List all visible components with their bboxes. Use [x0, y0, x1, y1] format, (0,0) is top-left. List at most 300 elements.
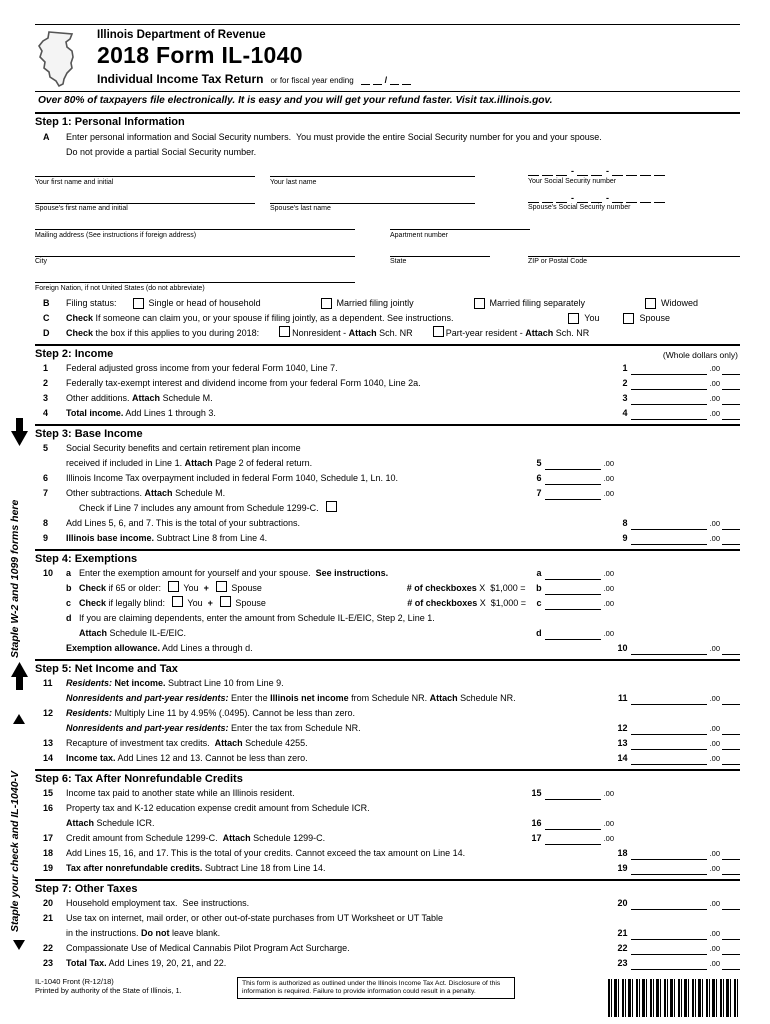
amount-field-line-3[interactable]: [623, 393, 740, 405]
amount-line-number: 14: [617, 753, 628, 763]
line-text-segment: Schedule IL-E/EIC.: [107, 628, 187, 638]
authorization-notice: [237, 977, 515, 1000]
amount-input-line[interactable]: [631, 535, 707, 545]
first-name-field[interactable]: [35, 163, 255, 186]
step-section: [35, 769, 740, 876]
filing-status-married-jointly[interactable]: [319, 298, 414, 310]
spouse-name-row: [35, 190, 740, 213]
line-number: 18: [43, 848, 54, 858]
amount-input-line[interactable]: [631, 930, 707, 940]
checkbox[interactable]: [168, 581, 179, 592]
line-text-segment: Attach: [132, 393, 161, 403]
line-text-segment: Income tax paid to another state while an Illinois resident.: [66, 788, 295, 798]
fiscal-year-label: or for fiscal year ending: [270, 76, 354, 85]
form-line: [35, 441, 740, 456]
input-line[interactable]: [35, 163, 255, 177]
amount-field-line-18[interactable]: [618, 848, 740, 860]
amount-field-line-19[interactable]: [618, 863, 740, 875]
form-line: [35, 516, 740, 531]
amount-input-line[interactable]: [545, 790, 601, 800]
amount-input-line[interactable]: [631, 695, 707, 705]
ssn-digit-blank: [640, 165, 651, 176]
option-label: Part-year resident -: [445, 328, 526, 338]
ssn-digit-blank: [556, 165, 567, 176]
amount-line-number: 23: [617, 958, 628, 968]
foreign-nation-row: [35, 269, 740, 292]
amount-input-line[interactable]: [545, 490, 601, 500]
line-text-segment: Subtract Line 18 from Line 14.: [202, 863, 326, 873]
line-text-segment: Attach: [214, 738, 243, 748]
steps-container: [35, 344, 740, 971]
amount-tail-line: [722, 395, 740, 405]
checkbox[interactable]: [568, 313, 579, 324]
amount-field-line-1[interactable]: [623, 363, 740, 375]
line-text-segment: Residents:: [66, 678, 113, 688]
amount-input-line[interactable]: [545, 460, 601, 470]
step-header: [35, 879, 740, 896]
checkbox[interactable]: [133, 298, 144, 309]
name-row: [35, 163, 740, 186]
amount-input-line[interactable]: [631, 960, 707, 970]
amount-input-line[interactable]: [631, 520, 707, 530]
amount-suffix: .00: [709, 534, 720, 543]
form-line: [35, 911, 740, 926]
line-text-segment: Attach: [222, 833, 251, 843]
amount-field-line-2[interactable]: [623, 378, 740, 390]
amount-line-number: 11: [618, 693, 628, 703]
line-text-segment: in the instructions.: [66, 928, 142, 938]
form-line: [35, 941, 740, 956]
claim-spouse-option[interactable]: [621, 313, 670, 325]
form-line: [35, 129, 740, 144]
line-text-segment: Schedule M.: [160, 393, 213, 403]
amount-tail-line: [722, 410, 740, 420]
amount-field-line-9[interactable]: [623, 533, 740, 545]
line-text-segment: [209, 583, 214, 593]
step-section: [35, 659, 740, 766]
line-text-segment: Nonresidents and part-year residents:: [66, 723, 229, 733]
form-line: [35, 896, 740, 911]
amount-suffix: .00: [709, 929, 720, 938]
amount-field-line-d[interactable]: [536, 628, 614, 640]
option-label: Spouse: [639, 313, 670, 323]
ssn-separator: -: [571, 192, 574, 203]
amount-tail-line: [722, 365, 740, 375]
amount-suffix: .00: [709, 739, 720, 748]
line-text-segment: Net income.: [112, 678, 166, 688]
amount-suffix: .00: [603, 629, 614, 638]
line-text: [79, 581, 407, 595]
amount-tail-line: [722, 645, 740, 655]
part-year-resident-option[interactable]: [431, 328, 590, 338]
spouse-ssn-field[interactable]: [528, 190, 740, 213]
amount-tail-line: [722, 380, 740, 390]
line-number: 9: [43, 533, 49, 543]
ssn-digit-blank: [640, 192, 651, 203]
line-text-segment: Attach: [184, 458, 213, 468]
amount-line-number: 9: [622, 533, 628, 543]
amount-line-number: 12: [617, 723, 628, 733]
line-letter: a: [66, 568, 72, 578]
line-text-segment: You: [185, 598, 208, 608]
amount-field-line-23[interactable]: [618, 958, 740, 970]
ssn-separator: -: [606, 192, 609, 203]
amount-field-line-c[interactable]: [537, 598, 614, 610]
line-number: 10: [43, 568, 54, 578]
amount-line-number: 1: [622, 363, 628, 373]
line-text-segment: Schedule 1299-C.: [250, 833, 326, 843]
input-line[interactable]: [390, 243, 490, 257]
line-text-segment: Check: [79, 583, 107, 593]
line-text-segment: See instructions.: [315, 568, 389, 578]
amount-line-number: 16: [531, 818, 542, 828]
checkbox[interactable]: [623, 313, 634, 324]
form-line: [35, 144, 740, 159]
amount-input-line[interactable]: [631, 740, 707, 750]
amount-field-line-10[interactable]: [618, 643, 740, 655]
amount-tail-line: [722, 755, 740, 765]
line-number: 1: [43, 363, 49, 373]
ssn-digit-blank: [556, 192, 567, 203]
line-text: [66, 788, 532, 800]
form-line: [35, 751, 740, 766]
footer-codes: [35, 977, 237, 996]
state-field[interactable]: [390, 243, 490, 266]
amount-line-number: b: [536, 583, 542, 593]
line-text-segment: received if included in Line 1.: [66, 458, 185, 468]
line-text-segment: X $1,000 =: [476, 583, 529, 593]
line-text: [66, 913, 740, 925]
filing-status-options: [131, 298, 740, 310]
amount-line-number: 5: [536, 458, 542, 468]
line-text-segment: from Schedule NR.: [348, 693, 430, 703]
field-label: Foreign Nation, if not United States (do not abbreviate): [35, 284, 205, 292]
line-letter: C: [43, 313, 50, 323]
amount-line-number: 13: [617, 738, 628, 748]
line-text: [66, 898, 618, 910]
option-label: You: [584, 313, 600, 323]
agency-name: Illinois Department of Revenue: [97, 29, 266, 41]
amount-input-line[interactable]: [631, 395, 707, 405]
form-line: [35, 641, 740, 656]
line-text-segment: Schedule 4255.: [242, 738, 308, 748]
input-line[interactable]: [35, 216, 355, 230]
line-text-segment: Illinois base income.: [66, 533, 155, 543]
amount-field-line-6[interactable]: [537, 473, 614, 485]
foreign-nation-field[interactable]: [35, 269, 355, 292]
spouse-first-name-field[interactable]: [35, 190, 255, 213]
print-authority: Printed by authority of the State of Illinois, 1.: [35, 986, 182, 995]
filing-status-married-separately[interactable]: [472, 298, 586, 310]
amount-field-line-13[interactable]: [618, 738, 740, 750]
ssn-separator: -: [606, 166, 609, 176]
amount-suffix: .00: [709, 644, 720, 653]
line-number: 20: [43, 898, 54, 908]
ssn-digit-blank: [654, 165, 665, 176]
checkbox[interactable]: [645, 298, 656, 309]
form-line: [35, 786, 740, 801]
line-number: 17: [43, 833, 54, 843]
city-field[interactable]: [35, 243, 355, 266]
line-text-segment: Spouse: [232, 598, 266, 608]
mailing-address-field[interactable]: [35, 216, 355, 239]
line-text-segment: Credit amount from Schedule 1299-C.: [66, 833, 223, 843]
line-text: [66, 848, 618, 860]
line-text-segment: Attach: [429, 693, 458, 703]
input-line[interactable]: [35, 269, 355, 283]
line-text-segment: [213, 598, 218, 608]
line-text-segment: Schedule NR.: [457, 693, 516, 703]
fiscal-year-blanks[interactable]: [361, 75, 412, 86]
form-line: [35, 801, 740, 816]
line-number: 3: [43, 393, 49, 403]
staple-w2-note: Staple W-2 and 1099 forms here: [9, 499, 21, 658]
amount-field-line-21[interactable]: [618, 928, 740, 940]
authorization-notice-text: This form is authorized as outlined under the Illinois Income Tax Act. Disclosure of this information is required. Failure to provide information could result in a penalty.: [242, 979, 501, 995]
amount-input-line[interactable]: [545, 600, 601, 610]
field-label: Your first name and initial: [35, 178, 114, 186]
amount-field-line-20[interactable]: [618, 898, 740, 910]
form-line: [35, 566, 740, 581]
line-text-segment: Property tax and K-12 education expense credit amount from Schedule ICR.: [66, 803, 370, 813]
checkbox[interactable]: [433, 326, 444, 337]
amount-input-line[interactable]: [631, 410, 707, 420]
input-line[interactable]: [390, 216, 530, 230]
amount-line-number: 18: [617, 848, 628, 858]
nonresident-option[interactable]: [277, 328, 413, 338]
amount-line-number: 3: [622, 393, 628, 403]
filing-status-single[interactable]: [131, 298, 261, 310]
amount-field-line-14[interactable]: [618, 753, 740, 765]
filing-status-widowed[interactable]: [643, 298, 698, 310]
checkbox[interactable]: [216, 581, 227, 592]
field-label: City: [35, 258, 48, 265]
line-text: [66, 818, 532, 830]
checkbox[interactable]: [279, 326, 290, 337]
line-text-segment: Nonresidents and part-year residents:: [66, 693, 229, 703]
ssn-input-line[interactable]: [528, 190, 740, 203]
line-text-segment: the box if this applies to you during 2018:: [93, 328, 260, 338]
form-line: [35, 391, 740, 406]
input-line[interactable]: [270, 190, 475, 204]
amount-input-line[interactable]: [631, 900, 707, 910]
option-label-bold: Attach: [525, 328, 554, 338]
ssn-digit-blank: [626, 192, 637, 203]
line-text-segment: You: [181, 583, 204, 593]
line-letter: c: [66, 598, 72, 608]
checkbox[interactable]: [474, 298, 485, 309]
dependent-claim-options: [566, 313, 670, 325]
line-text: [66, 928, 618, 940]
option-label: Nonresident -: [292, 328, 349, 338]
barcode: [608, 979, 740, 1017]
form-footer: [35, 977, 740, 1017]
amount-input-line[interactable]: [545, 585, 601, 595]
amount-line-number: 20: [617, 898, 628, 908]
line-text: [66, 443, 740, 455]
amount-field-line-22[interactable]: [618, 943, 740, 955]
form-header: [35, 29, 740, 88]
amount-field-line-8[interactable]: [623, 518, 740, 530]
field-label: Spouse's last name: [270, 205, 331, 212]
form-line: [35, 361, 740, 376]
checkbox[interactable]: [172, 596, 183, 607]
amount-field-line-7[interactable]: [537, 488, 614, 500]
amount-input-line[interactable]: [631, 725, 707, 735]
option-label: Married filing jointly: [336, 298, 414, 308]
amount-line-number: 21: [617, 928, 628, 938]
line-number: 7: [43, 488, 49, 498]
line-text-segment: Use tax on internet, mail order, or other out-of-state purchases from UT Worksheet or UT Table: [66, 913, 444, 923]
form-line: [35, 676, 740, 691]
checkbox[interactable]: [220, 596, 231, 607]
residency-row: [35, 326, 740, 341]
step-1-section: [35, 112, 740, 341]
fiscal-blank: [373, 76, 382, 85]
checkbox[interactable]: [326, 501, 337, 512]
line-text-segment: Check: [66, 328, 94, 338]
line-text-segment: Spouse: [228, 583, 262, 593]
amount-suffix: .00: [603, 489, 614, 498]
option-label-bold: Attach: [348, 328, 377, 338]
amount-line-number: 10: [617, 643, 628, 653]
line-number: 12: [43, 708, 54, 718]
fiscal-blank: [402, 76, 411, 85]
line-text: [66, 643, 618, 655]
amount-tail-line: [722, 740, 740, 750]
amount-field-line-17[interactable]: [532, 833, 614, 845]
zip-field[interactable]: [528, 243, 740, 266]
line-text-segment: if 65 or older:: [106, 583, 167, 593]
last-name-field[interactable]: [270, 163, 475, 186]
line-text-segment: Other subtractions.: [66, 488, 145, 498]
line-text-segment: Federal adjusted gross income from your federal Form 1040, Line 7.: [66, 363, 338, 373]
ssn-input-line[interactable]: [528, 163, 740, 176]
line-text-segment: Enter the: [228, 693, 271, 703]
amount-suffix: .00: [709, 364, 720, 373]
spouse-last-name-field[interactable]: [270, 190, 475, 213]
step-title: Step 1: Personal Information: [35, 116, 185, 128]
line-text-segment: Compassionate Use of Medical Cannabis Pilot Program Act Surcharge.: [66, 943, 350, 953]
amount-suffix: .00: [709, 959, 720, 968]
amount-tail-line: [722, 520, 740, 530]
line-text: [66, 393, 623, 405]
line-number: 14: [43, 753, 54, 763]
line-text: [66, 738, 618, 750]
amount-field-line-12[interactable]: [618, 723, 740, 735]
amount-input-line[interactable]: [545, 475, 601, 485]
amount-line-number: 7: [536, 488, 542, 498]
amount-input-line[interactable]: [631, 945, 707, 955]
amount-field-line-4[interactable]: [623, 408, 740, 420]
amount-input-line[interactable]: [631, 645, 707, 655]
personal-info-grid: [35, 163, 740, 292]
ssn-digit-blank: [654, 192, 665, 203]
input-line[interactable]: [35, 243, 355, 257]
amount-input-line[interactable]: [545, 835, 601, 845]
amount-input-line[interactable]: [631, 380, 707, 390]
amount-input-line[interactable]: [545, 630, 601, 640]
amount-field-line-16[interactable]: [532, 818, 614, 830]
line-number: 8: [43, 518, 49, 528]
form-line: [35, 626, 740, 641]
line-text-segment: if legally blind:: [106, 598, 171, 608]
step-header: [35, 424, 740, 441]
amount-input-line[interactable]: [631, 850, 707, 860]
ssn-digit-blank: [528, 192, 539, 203]
line-text-segment: Check: [66, 313, 94, 323]
line-text-segment: Federally tax-exempt interest and dividend income from your federal Form 1040, Line 2a.: [66, 378, 421, 388]
line-text-segment: Schedule ICR.: [94, 818, 155, 828]
input-line[interactable]: [528, 243, 740, 257]
line-text-segment: Social Security benefits and certain retirement plan income: [66, 443, 301, 453]
amount-suffix: .00: [603, 584, 614, 593]
top-rule: [35, 24, 740, 25]
ssn-digit-blank: [577, 192, 588, 203]
line-text: [66, 458, 537, 470]
field-label: Spouse's first name and initial: [35, 205, 128, 212]
form-line: [35, 486, 740, 501]
line-text-segment: Recapture of investment tax credits.: [66, 738, 215, 748]
amount-suffix: .00: [709, 694, 720, 703]
form-line: [35, 846, 740, 861]
line-text-segment: Illinois Income Tax overpayment included in federal Form 1040, Schedule 1, Ln. 10.: [66, 473, 399, 483]
amount-field-line-15[interactable]: [532, 788, 614, 800]
amount-input-line[interactable]: [631, 755, 707, 765]
form-line: [35, 706, 740, 721]
line-text-segment: Check if Line 7 includes any amount from Schedule 1299-C.: [79, 503, 324, 513]
amount-tail-line: [722, 535, 740, 545]
amount-line-number: 8: [622, 518, 628, 528]
line-text: [79, 568, 537, 580]
form-line: [35, 376, 740, 391]
amount-field-line-a[interactable]: [537, 568, 614, 580]
fiscal-blank: [361, 76, 370, 85]
amount-input-line[interactable]: [631, 865, 707, 875]
line-text-segment: Do not: [141, 928, 170, 938]
ssn-digit-blank: [542, 165, 553, 176]
line-number: 22: [43, 943, 54, 953]
amount-input-line[interactable]: [545, 570, 601, 580]
step-section: [35, 424, 740, 546]
ssn-field[interactable]: [528, 163, 740, 186]
amount-input-line[interactable]: [631, 365, 707, 375]
amount-field-line-11[interactable]: [618, 693, 740, 705]
input-line[interactable]: [270, 163, 475, 177]
header-text: [97, 29, 411, 88]
step-title: Step 6: Tax After Nonrefundable Credits: [35, 772, 243, 785]
form-line: [35, 501, 740, 516]
amount-tail-line: [722, 850, 740, 860]
option-label: Widowed: [660, 298, 698, 308]
apartment-number-field[interactable]: [390, 216, 530, 239]
line-number: 19: [43, 863, 54, 873]
amount-input-line[interactable]: [545, 820, 601, 830]
amount-field-line-b[interactable]: [536, 583, 614, 595]
line-text-segment: Check: [79, 598, 107, 608]
form-line: [35, 596, 740, 611]
input-line[interactable]: [35, 190, 255, 204]
line-text: [66, 803, 740, 815]
checkbox[interactable]: [321, 298, 332, 309]
ssn-digit-blank: [577, 165, 588, 176]
line-text: [79, 501, 740, 515]
form-line: [35, 406, 740, 421]
claim-you-option[interactable]: [566, 313, 599, 325]
amount-field-line-5[interactable]: [537, 458, 614, 470]
illinois-state-icon: [35, 30, 87, 88]
line-text: Do not provide a partial Social Security number.: [66, 146, 257, 157]
